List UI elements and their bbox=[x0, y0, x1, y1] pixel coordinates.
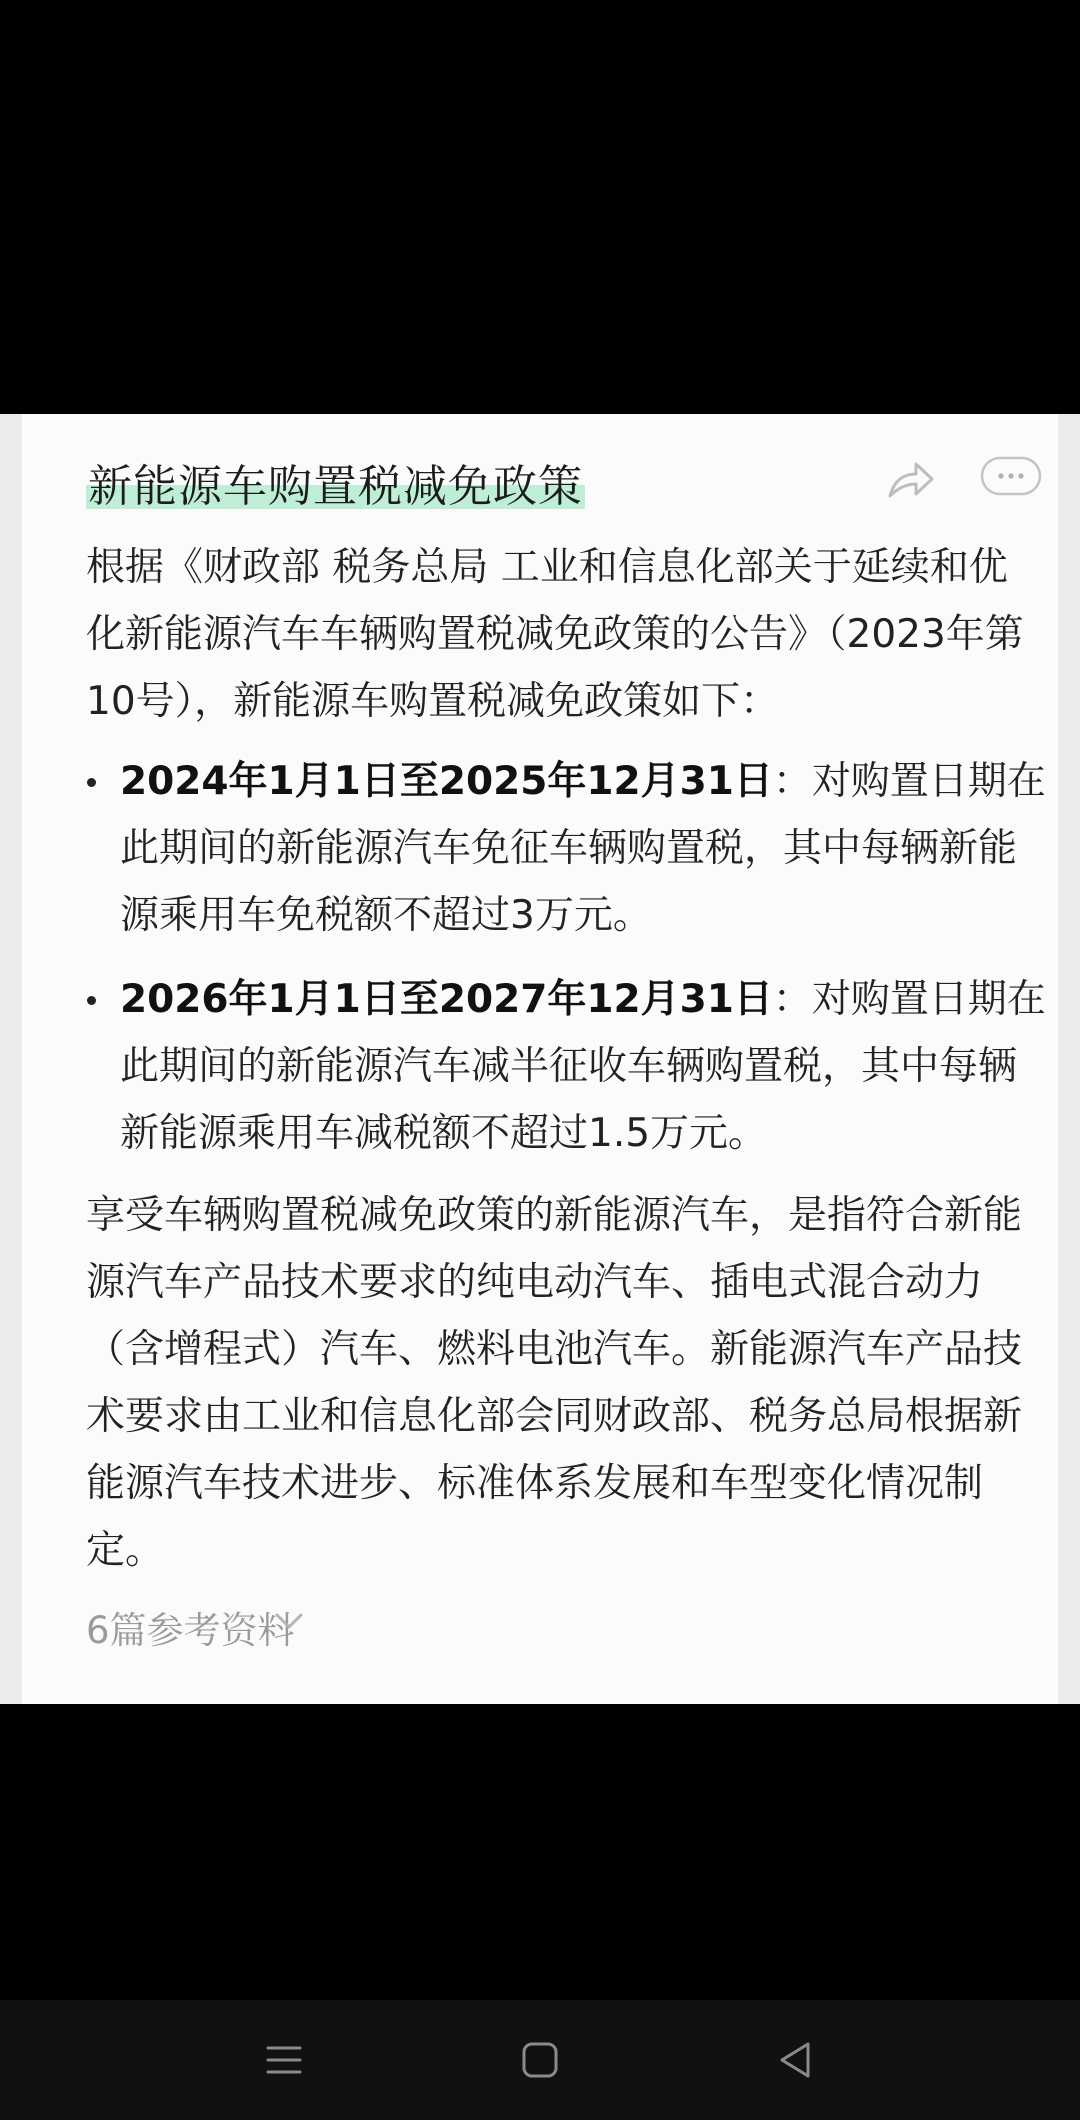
answer-card bbox=[0, 414, 1080, 1704]
bullet-description: ：对购置日期在此期间的新能源汽车免征车辆购置税，其中每辆新能源乘用车免税额不超过3万元。 bbox=[120, 759, 1046, 938]
menu-icon[interactable] bbox=[262, 2038, 306, 2082]
intro-paragraph: 根据《财政部 税务总局 工业和信息化部关于延续和优化新能源汽车车辆购置税减免政策的公告》（2023年第10号），新能源车购置税减免政策如下： bbox=[86, 545, 1024, 724]
bullet-date-range: 2026年1月1日至2027年12月31日 bbox=[120, 977, 773, 1022]
system-nav-bar bbox=[0, 2000, 1080, 2120]
policy-bullet-2 bbox=[86, 966, 1046, 1167]
bullet-text bbox=[120, 748, 1046, 949]
bullet-text bbox=[120, 966, 1046, 1167]
top-black-area bbox=[0, 0, 1080, 414]
title-row bbox=[86, 444, 1046, 514]
home-icon[interactable] bbox=[518, 2038, 562, 2082]
more-icon[interactable] bbox=[980, 456, 1042, 496]
share-icon[interactable] bbox=[886, 458, 936, 502]
back-icon[interactable] bbox=[774, 2038, 818, 2082]
summary-paragraph: 享受车辆购置税减免政策的新能源汽车，是指符合新能源汽车产品技术要求的纯电动汽车、插电式混合动力（含增程式）汽车、燃料电池汽车。新能源汽车产品技术要求由工业和信息化部会同财政部、税务总局根据新能源汽车技术进步、标准体系发展和车型变化情况制定。 bbox=[86, 1193, 1023, 1573]
bullet-description: ：对购置日期在此期间的新能源汽车减半征收车辆购置税，其中每辆新能源乘用车减税额不超过1.5万元。 bbox=[120, 977, 1046, 1156]
chevron-down-icon[interactable] bbox=[274, 1610, 304, 1632]
answer-card-inner bbox=[22, 414, 1058, 1704]
bullet-date-range: 2024年1月1日至2025年12月31日 bbox=[120, 759, 773, 804]
references-toggle[interactable]: 6篇参考资料 bbox=[86, 1609, 295, 1652]
article-title: 新能源车购置税减免政策 bbox=[86, 450, 585, 514]
policy-bullet-1 bbox=[86, 748, 1046, 949]
